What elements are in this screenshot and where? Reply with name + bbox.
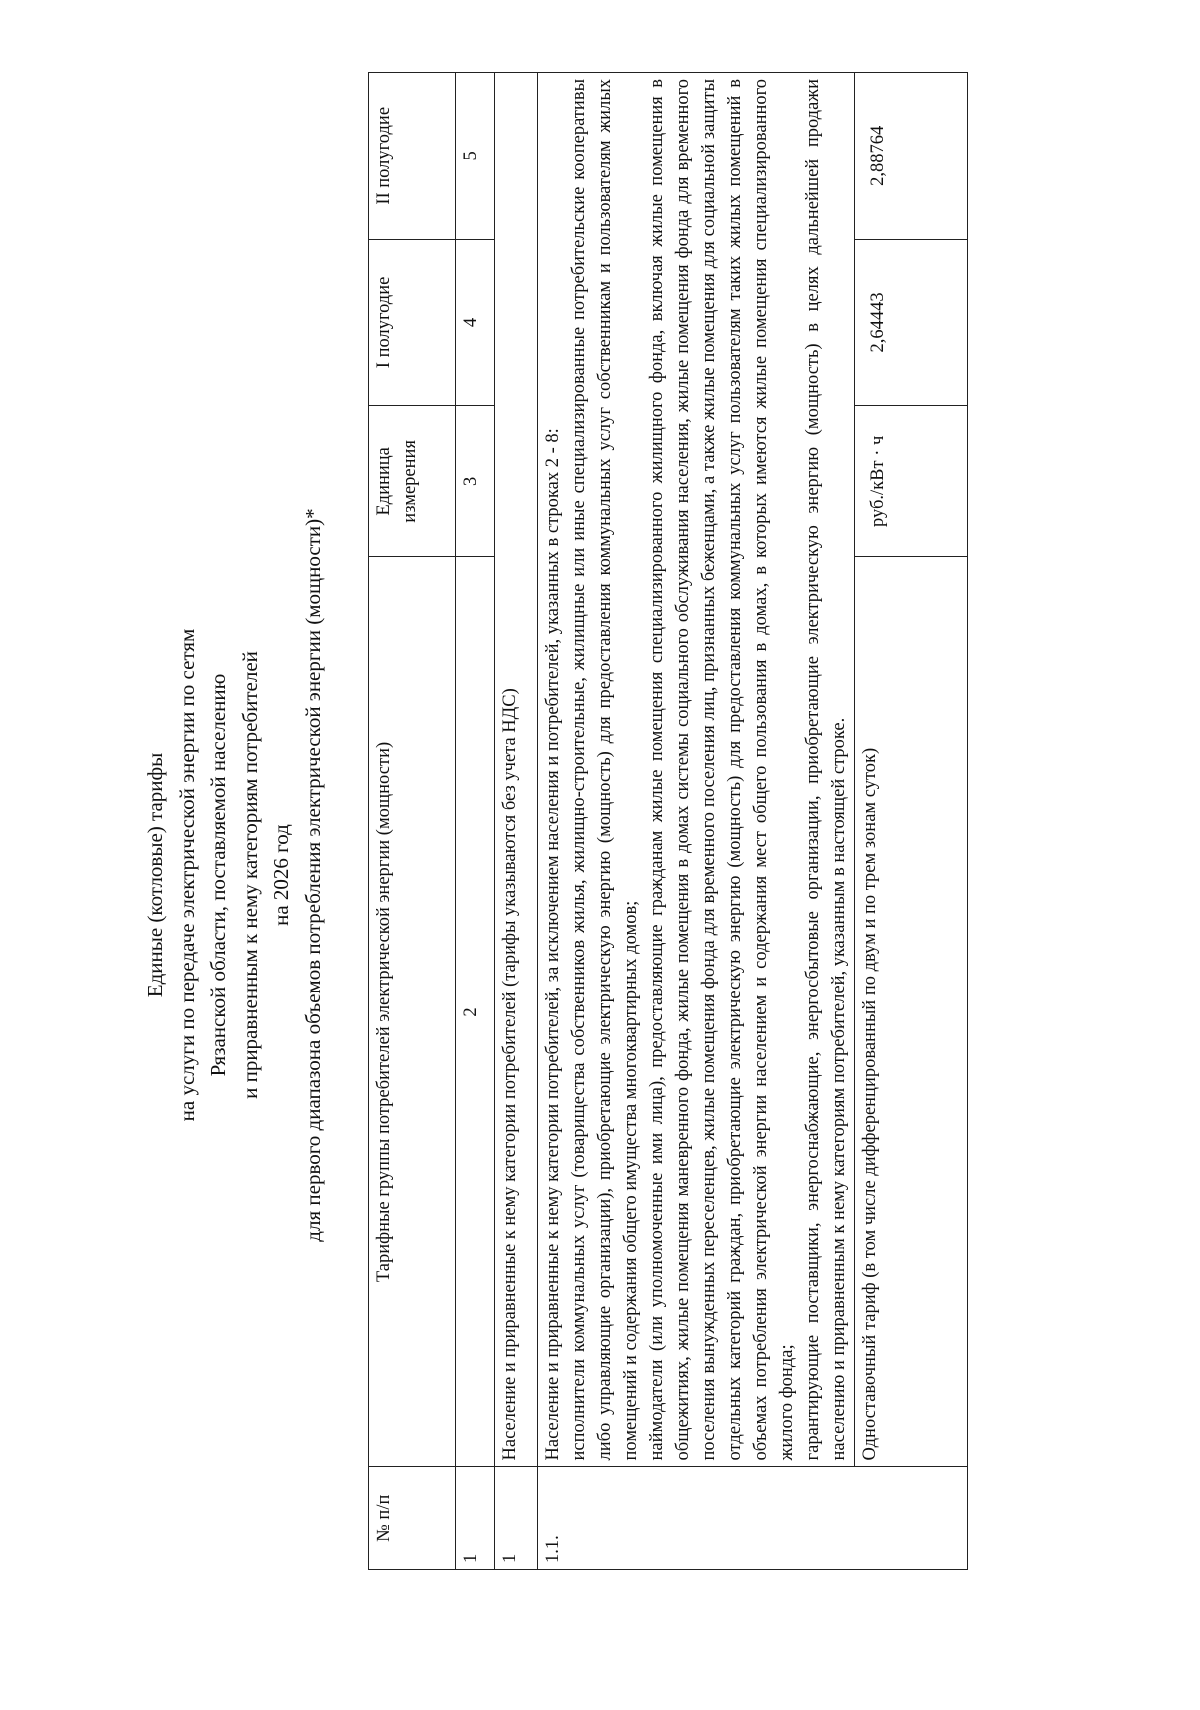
column-number-2: 2 xyxy=(456,557,495,1467)
title-line-3: Рязанской области, поставляемой населению xyxy=(206,673,230,1077)
row-1-1-intro: Население и приравненные к нему категории потребителей, за исключением населения и потребителей, указанных в строках 2 - 8: xyxy=(543,428,563,1461)
header-half-2: II полугодие xyxy=(369,73,456,240)
single-rate-label: Одноставочный тариф (в том числе дифференцированный по двум и по трем зонам суток) xyxy=(855,557,968,1467)
header-half-1: I полугодие xyxy=(369,239,456,406)
header-group: Тарифные группы потребителей электрической энергии (мощности) xyxy=(369,557,456,1467)
column-number-3: 3 xyxy=(456,406,495,557)
row-1-1 xyxy=(538,73,855,1570)
header-row xyxy=(369,73,456,1570)
header-unit: Единица измерения xyxy=(369,406,456,557)
header-num: № п/п xyxy=(369,1467,456,1570)
column-number-1: 1 xyxy=(456,1467,495,1570)
tariff-table xyxy=(368,72,968,1570)
document-title xyxy=(140,40,329,1710)
single-rate-row xyxy=(855,73,968,1570)
row-1-1-paragraph-3: гарантирующие поставщики, энергоснабжающие, энергосбытовые организации, приобретающие электрическую энергию (мощность) в целях дальнейшей продажи населению и приравненным к нему категориям потребителей, указанным в настоящей строке. xyxy=(803,79,849,1461)
row-1-1-paragraph-2: наймодатели (или уполномоченные ими лица), предоставляющие гражданам жилые помещения специализированного жилищного фонда, включая жилые помещения в общежитиях, жилые помещения маневренного фонда, жилые помещения в домах системы социального обслуживания населения, жилые помещения фонда для временного поселения вынужденных переселенцев, жилые помещения фонда для временного поселения лиц, признанных беженцами, а также жилые помещения для социальной защиты отдельных категорий граждан, приобретающие электрическую энергию (мощность) для предоставления коммунальных услуг пользователям таких жилых помещений в объемах потребления электрической энергии населением и содержания мест общего пользования в домах, в которых имеются жилые помещения специализированного жилого фонда; xyxy=(647,79,797,1461)
row-1-1-description xyxy=(538,73,855,1467)
title-line-1: Единые (котловые) тарифы xyxy=(143,752,167,998)
title-line-6: для первого диапазона объемов потребления электрической энергии (мощности)* xyxy=(300,508,325,1242)
title-line-2: на услуги по передаче электрической энергии по сетям xyxy=(174,628,199,1122)
column-number-4: 4 xyxy=(456,239,495,406)
section-num: 1 xyxy=(495,1467,538,1570)
section-row xyxy=(495,73,538,1570)
title-line-5: на 2026 год xyxy=(269,824,293,926)
single-rate-half-1: 2,64443 xyxy=(855,239,968,406)
row-1-1-num: 1.1. xyxy=(538,1467,968,1570)
column-number-5: 5 xyxy=(456,73,495,240)
row-1-1-paragraph-1: исполнители коммунальных услуг (товарищества собственников жилья, жилищно-строительные, жилищные или иные специализированные потребительские кооперативы либо управляющие организации), приобретающие электрическую энергию (мощность) для предоставления коммунальных услуг собственникам и пользователям жилых помещений и содержания общего имущества многоквартирных домов; xyxy=(569,79,641,1461)
title-line-4: и приравненным к нему категориям потребителей xyxy=(237,651,262,1099)
column-number-row xyxy=(456,73,495,1570)
section-title: Население и приравненные к нему категории потребителей (тарифы указываются без учета НДС) xyxy=(495,73,538,1467)
single-rate-half-2: 2,88764 xyxy=(855,73,968,240)
single-rate-unit: руб./кВт · ч xyxy=(855,406,968,557)
